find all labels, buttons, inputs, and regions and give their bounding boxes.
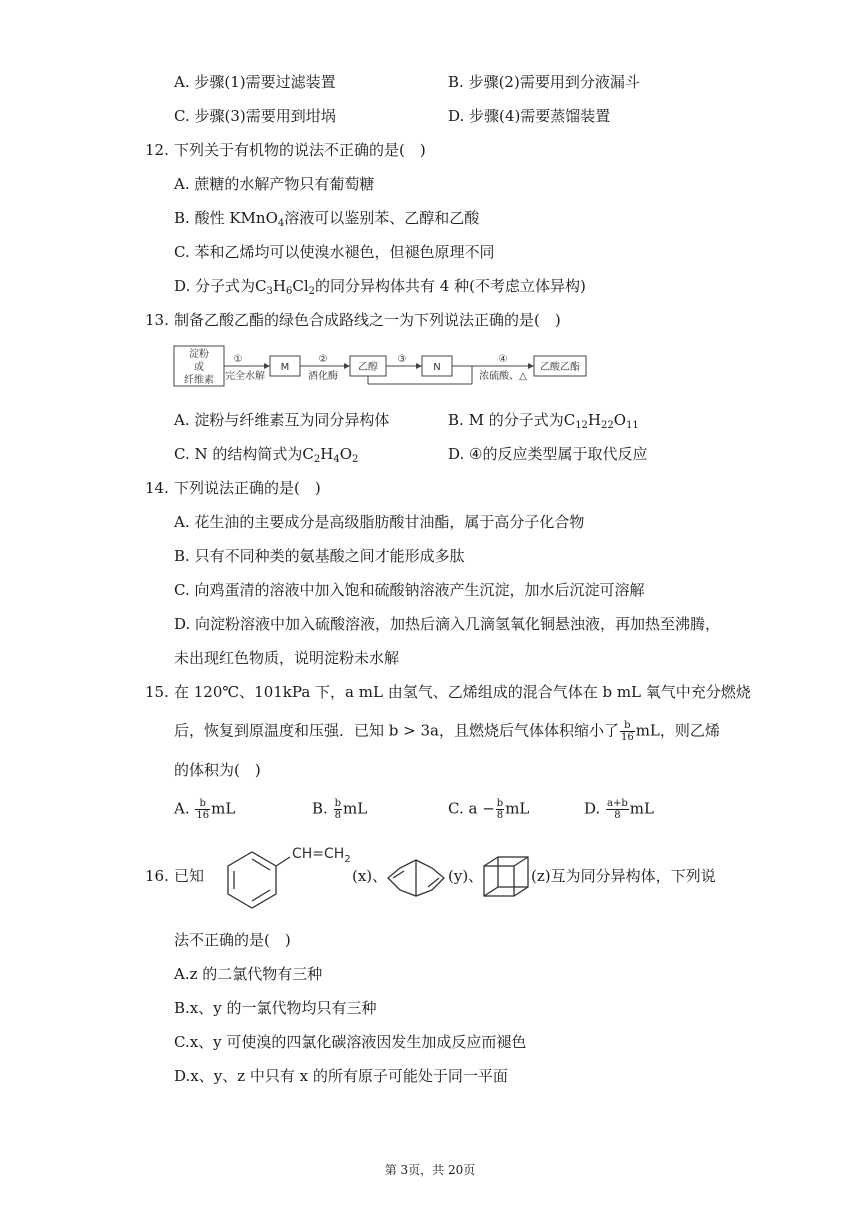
q13-option-d [448, 444, 648, 464]
q16-known: 已知 [174, 867, 205, 885]
flow-step4-label: 浓硫酸、△ [479, 371, 527, 382]
option-text-before: 分子式为C [195, 277, 267, 295]
option-letter: A. [174, 175, 190, 193]
fraction-numerator: b [496, 798, 504, 809]
fraction-denominator: 16 [196, 810, 210, 821]
option-text-after: 的同分异构体共有 4 种(不考虑立体异构) [315, 277, 586, 295]
unit: mL [629, 799, 654, 818]
flow-start-line2: 或 [194, 362, 204, 373]
vinyl-subscript: 2 [344, 854, 351, 865]
fraction [606, 798, 629, 821]
q11-option-c [174, 106, 336, 126]
fraction [195, 798, 210, 821]
q13-option-c [174, 444, 358, 464]
option-letter: C. [174, 243, 190, 261]
circled-number: ④ [469, 445, 483, 463]
svg-text:CH=CH2 [292, 846, 351, 865]
option-text: 苯和乙烯均可以使溴水褪色，但褪色原理不同 [194, 243, 495, 261]
subscript: 2 [352, 454, 359, 465]
flow-n: N [433, 362, 441, 373]
option-text: 向鸡蛋清的溶液中加入饱和硫酸钠溶液产生沉淀，加水后沉淀可溶解 [194, 581, 645, 599]
formula-part: Cl [292, 277, 309, 295]
option-letter: C. [174, 1033, 190, 1051]
option-prefix: a − [468, 799, 495, 818]
option-letter: A. [174, 411, 190, 429]
option-text: 步骤(1)需要过滤装置 [194, 73, 336, 91]
q16-number: 16. [145, 867, 169, 885]
fraction-numerator: b [195, 798, 210, 810]
flow-step1: ① [233, 354, 243, 365]
flow-step2: ② [318, 354, 328, 365]
subscript: 22 [601, 420, 614, 431]
synthesis-flow-diagram [172, 342, 592, 392]
option-letter: C. [174, 581, 190, 599]
unit: mL [211, 799, 236, 818]
option-text-before: 酸性 KMnO [194, 209, 278, 227]
option-letter: A. [174, 799, 190, 818]
option-text: x、y 可使溴的四氯化碳溶液因发生加成反应而褪色 [189, 1033, 527, 1051]
q13-option-a [174, 410, 389, 430]
q16-z-label: (z)互为同分异构体，下列说 [531, 867, 716, 885]
option-letter: A. [174, 73, 190, 91]
option-text: 花生油的主要成分是高级脂肪酸甘油酯，属于高分子化合物 [194, 513, 585, 531]
q11-option-a [174, 72, 336, 92]
subscript: 6 [286, 286, 293, 297]
page-footer: 第 3页，共 20页 [384, 1163, 476, 1177]
option-text: x、y 的一氯代物均只有三种 [189, 999, 377, 1017]
option-letter: D. [448, 107, 465, 125]
option-text: 步骤(2)需要用到分液漏斗 [468, 73, 640, 91]
option-text: 淀粉与纤维素互为同分异构体 [194, 411, 390, 429]
fraction [620, 720, 635, 743]
flow-step2-label: 酒化酶 [308, 371, 338, 382]
option-letter: A. [174, 965, 190, 983]
option-text-after: 溶液可以鉴别苯、乙醇和乙酸 [284, 209, 480, 227]
option-text: z 的二氯代物有三种 [189, 965, 323, 983]
fraction-denominator: 8 [334, 810, 341, 821]
option-letter: B. [448, 73, 464, 91]
option-letter: A. [174, 513, 190, 531]
option-letter: D. [174, 277, 191, 295]
q15-option-a [174, 798, 235, 821]
q16-option-a [174, 964, 322, 984]
option-letter: B. [174, 547, 190, 565]
fraction-numerator: b [334, 798, 341, 809]
fraction-numerator: a+b [607, 798, 628, 809]
styrene-structure [212, 838, 352, 914]
dihydropentalene-structure [384, 856, 448, 902]
fraction-denominator: 8 [496, 810, 504, 821]
q15-line2-after: mL，则乙烯 [635, 721, 720, 740]
q12-option-b [174, 208, 479, 228]
option-text-before: M 的分子式为C [468, 411, 576, 429]
option-letter: B. [174, 999, 190, 1017]
flow-start-line1: 淀粉 [189, 349, 209, 360]
option-letter: C. [448, 799, 464, 818]
option-letter: B. [174, 209, 190, 227]
q16-option-c [174, 1032, 526, 1052]
option-text: 步骤(4)需要蒸馏装置 [469, 107, 611, 125]
q14-stem: 下列说法正确的是( ) [174, 479, 321, 497]
q16-y-label: (y)、 [448, 867, 484, 885]
option-letter: C. [174, 107, 190, 125]
formula-part: H [320, 445, 334, 463]
option-letter: C. [174, 445, 190, 463]
q16-option-d [174, 1066, 508, 1086]
q12-option-c [174, 242, 495, 262]
unit: mL [505, 799, 530, 818]
option-text: 步骤(3)需要用到坩埚 [194, 107, 336, 125]
q16-line2: 法不正确的是( ) [174, 931, 291, 949]
option-text: 的反应类型属于取代反应 [482, 445, 648, 463]
q14-number: 14. [145, 479, 169, 497]
formula-part: H [587, 411, 602, 429]
q11-option-b [448, 72, 640, 92]
q14-option-d-continuation: 未出现红色物质，说明淀粉未水解 [174, 649, 400, 667]
fraction-numerator: b [620, 720, 635, 732]
q12-stem: 下列关于有机物的说法不正确的是( ) [174, 141, 426, 159]
formula-part: O [613, 411, 627, 429]
q15-option-d [584, 798, 654, 821]
q14-option-d [174, 614, 720, 634]
option-letter: B. [448, 411, 464, 429]
q14-option-a [174, 512, 584, 532]
subscript: 12 [575, 420, 588, 431]
unit: mL [342, 799, 368, 818]
vinyl-label: CH=CH [292, 846, 345, 862]
option-text: 只有不同种类的氨基酸之间才能形成多肽 [194, 547, 465, 565]
option-letter: B. [312, 799, 328, 818]
q14-option-b [174, 546, 465, 566]
flow-product: 乙酸乙酯 [540, 362, 580, 373]
q13-option-b [448, 410, 639, 430]
formula-part: O [339, 445, 353, 463]
q15-line2 [174, 720, 720, 743]
option-letter: D. [174, 1067, 191, 1085]
q14-option-c [174, 580, 645, 600]
subscript: 2 [313, 454, 321, 465]
q11-option-d [448, 106, 610, 126]
subscript: 2 [308, 286, 316, 297]
option-letter: D. [174, 615, 191, 633]
cubane-structure [481, 854, 531, 900]
option-letter: D. [584, 799, 601, 818]
q15-line1: 在 120℃、101kPa 下，a mL 由氢气、乙烯组成的混合气体在 b mL 氧气中充分燃烧 [174, 683, 751, 701]
q13-number: 13. [145, 311, 169, 329]
subscript: 4 [277, 218, 285, 229]
q15-line2-text: 后，恢复到原温度和压强．已知 b > 3a，且燃烧后气体体积缩小了 [174, 721, 619, 740]
q12-option-a [174, 174, 374, 194]
option-text: 向淀粉溶液中加入硫酸溶液，加热后滴入几滴氢氧化铜悬浊液，再加热至沸腾， [195, 615, 721, 633]
q15-option-b [312, 798, 367, 821]
fraction [334, 798, 342, 821]
q15-option-c [448, 798, 529, 821]
option-letter: D. [448, 445, 465, 463]
flow-step4: ④ [498, 354, 508, 365]
flow-ethanol: 乙醇 [358, 362, 378, 373]
fraction-denominator: 16 [620, 732, 634, 743]
q12-number: 12. [145, 141, 169, 159]
formula-part: H [272, 277, 286, 295]
subscript: 3 [266, 286, 273, 297]
q15-line3: 的体积为( ) [174, 761, 261, 779]
fraction-denominator: 8 [614, 810, 621, 821]
subscript: 11 [626, 420, 639, 431]
q15-number: 15. [145, 683, 169, 701]
option-text: x、y、z 中只有 x 的所有原子可能处于同一平面 [190, 1067, 508, 1085]
flow-step3: ③ [397, 354, 407, 365]
fraction [496, 798, 504, 821]
flow-step1-label: 完全水解 [225, 371, 265, 382]
q16-x-label: (x)、 [352, 867, 388, 885]
q12-option-d [174, 276, 586, 296]
option-text: 蔗糖的水解产物只有葡萄糖 [194, 175, 375, 193]
q16-option-b [174, 998, 377, 1018]
option-text-before: N 的结构简式为C [194, 445, 314, 463]
subscript: 4 [333, 454, 340, 465]
flow-m: M [280, 362, 290, 373]
q13-stem: 制备乙酸乙酯的绿色合成路线之一为下列说法正确的是( ) [174, 311, 561, 329]
flow-start-line3: 纤维素 [184, 375, 214, 386]
